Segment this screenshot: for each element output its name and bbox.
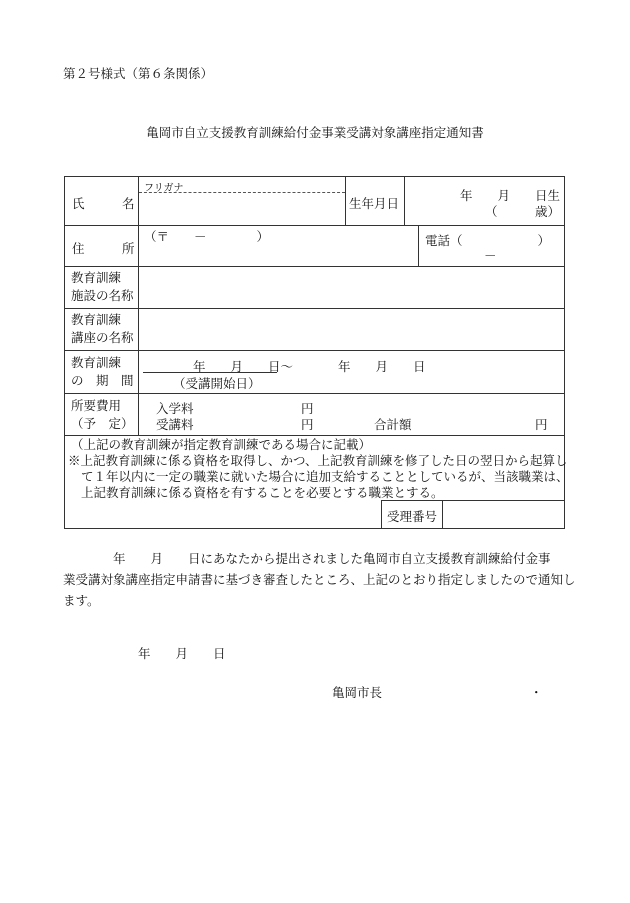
body-line: ます。 (63, 593, 100, 608)
column-divider (381, 500, 382, 529)
column-divider (404, 177, 405, 225)
receipt-number-label: 受理番号 (387, 509, 438, 524)
column-divider (442, 500, 443, 529)
furigana-label: フリガナ (144, 183, 184, 194)
phone: 電話（ ） (425, 233, 551, 248)
period-start: 年 月 日～ (193, 359, 294, 374)
phone-dash: － (484, 248, 497, 263)
dob-date: 年 月 日生 (460, 188, 561, 203)
application-table (64, 176, 569, 529)
name-label: 氏 名 (72, 196, 135, 211)
column-divider (138, 177, 139, 435)
total-yen: 円 (535, 417, 548, 432)
entrance-fee-yen: 円 (301, 401, 314, 416)
cost-label-line1: 所要費用 (71, 398, 122, 413)
address-label: 住 所 (72, 241, 135, 256)
period-end: 年 月 日 (338, 359, 426, 374)
note-line: 上記教育訓練に係る資格を有することを必要とする職業とする。 (81, 485, 444, 500)
total-label: 合計額 (374, 417, 412, 432)
facility-label (71, 269, 134, 305)
period-label-line2: の 期 間 (71, 373, 134, 388)
row-divider (65, 350, 564, 351)
issue-date: 年 月 日 (138, 646, 226, 661)
postal-code: （〒 － ） (144, 229, 270, 244)
row-divider (65, 393, 564, 394)
period-label (71, 354, 134, 390)
tuition-fee-label: 受講料 (156, 417, 194, 432)
course-label-line1: 教育訓練 (71, 312, 122, 327)
issuer-name: 亀岡市長 (332, 685, 383, 700)
row-divider (65, 225, 564, 226)
dob-label: 生年月日 (349, 196, 400, 211)
dob-age: （ 歳） (485, 204, 561, 219)
facility-label-line1: 教育訓練 (71, 270, 122, 285)
cost-label (71, 397, 134, 433)
note-line: （上記の教育訓練が指定教育訓練である場合に記載） (71, 437, 372, 452)
note-line: ※上記教育訓練に係る資格を取得し、かつ、上記教育訓練を修了した日の翌日から起算し (68, 453, 568, 468)
body-line: 年 月 日にあなたから提出されました亀岡市自立支援教育訓練給付金事 (63, 551, 551, 566)
form-number: 第２号様式（第６条関係） (63, 66, 214, 81)
course-label-line2: 講座の名称 (71, 330, 134, 345)
row-divider (65, 266, 564, 267)
facility-label-line2: 施設の名称 (71, 288, 134, 303)
period-note: （受講開始日） (173, 376, 261, 391)
column-divider (418, 225, 419, 266)
cost-label-line2: （予 定） (71, 416, 134, 431)
tuition-fee-yen: 円 (301, 417, 314, 432)
notification-body (63, 548, 576, 611)
period-start-underline (143, 372, 277, 373)
period-label-line1: 教育訓練 (71, 355, 122, 370)
course-label (71, 311, 134, 347)
row-divider (65, 308, 564, 309)
column-divider (345, 177, 346, 225)
note-line: て１年以内に一定の職業に就いた場合に追加支給することとしているが、当該職業は、 (81, 469, 569, 484)
document-title: 亀岡市自立支援教育訓練給付金事業受講対象講座指定通知書 (146, 125, 484, 140)
body-line: 業受講対象講座指定申請書に基づき審査したところ、上記のとおり指定しましたので通知し (63, 572, 576, 587)
seal-mark: ・ (530, 685, 543, 700)
entrance-fee-label: 入学料 (156, 401, 194, 416)
